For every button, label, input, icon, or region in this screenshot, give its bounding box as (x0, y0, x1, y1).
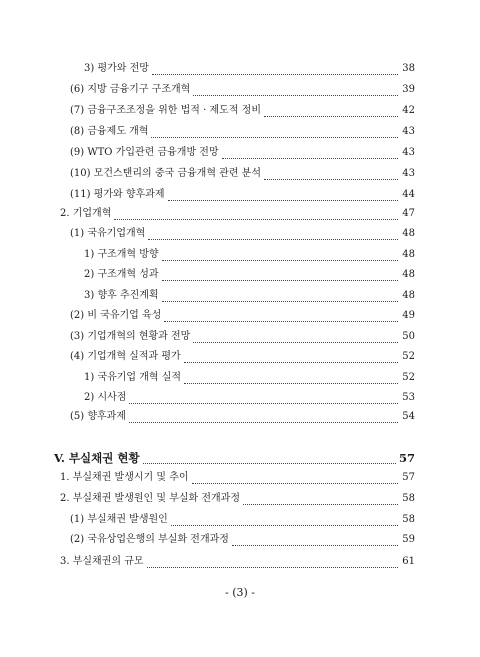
toc-entry-page: 48 (402, 269, 415, 280)
toc-entry-page: 48 (402, 249, 415, 260)
toc-entry (60, 490, 415, 508)
toc-entry-page: 48 (402, 228, 415, 239)
toc-entry-page: 38 (402, 63, 415, 74)
toc-entry-title: (3) 기업개혁의 현황과 전망 (70, 331, 191, 342)
toc-entry (70, 81, 415, 99)
toc-entry (70, 328, 415, 346)
toc-entry-title: V. 부실채권 현황 (54, 451, 140, 465)
toc-entry-title: (10) 모건스탠리의 중국 금융개혁 관련 분석 (70, 168, 261, 179)
dot-leader (171, 525, 398, 526)
toc-entry-title: 2. 기업개혁 (60, 208, 112, 219)
toc-entry-page: 42 (402, 105, 415, 116)
dot-leader (232, 545, 398, 546)
toc-entry-title: (11) 평가와 향후과제 (70, 189, 165, 200)
toc-entry-page: 39 (402, 84, 415, 95)
toc-entry (70, 144, 415, 162)
toc-entry-page: 52 (402, 351, 415, 362)
dot-leader (193, 342, 398, 343)
dot-leader (151, 137, 398, 138)
toc-entry-page: 50 (402, 331, 415, 342)
toc-entry-page: 43 (402, 126, 415, 137)
toc-entry-page: 59 (402, 534, 415, 545)
toc-entry-page: 48 (402, 290, 415, 301)
dot-leader (162, 280, 398, 281)
toc-entry (70, 165, 415, 183)
dot-leader (184, 362, 398, 363)
toc-entry-page: 49 (402, 310, 415, 321)
page-number: - (3) - (224, 586, 255, 599)
toc-entry-title: (4) 기업개혁 실적과 평가 (70, 351, 181, 362)
toc-entry-title: (8) 금융제도 개혁 (70, 126, 149, 137)
toc-entry (70, 186, 415, 204)
toc-entry (60, 469, 415, 487)
toc-entry (60, 205, 415, 223)
toc-entry-title: (9) WTO 가입관련 금융개방 전망 (70, 147, 219, 158)
dot-leader (148, 239, 398, 240)
dot-leader (192, 483, 398, 484)
toc-entry (84, 287, 415, 305)
toc-entry-title: (6) 지방 금융기구 구조개혁 (70, 84, 191, 95)
dot-leader (162, 260, 398, 261)
toc-entry-title: (1) 부실채권 발생원인 (70, 514, 168, 525)
toc-entry-title: (7) 금융구조조정을 위한 법적 · 제도적 정비 (70, 105, 261, 116)
toc-entry-page: 61 (402, 556, 415, 567)
dot-leader (147, 567, 398, 568)
toc-entry (60, 553, 415, 571)
toc-entry-page: 43 (402, 168, 415, 179)
toc-entry-title: (2) 비 국유기업 육성 (70, 310, 162, 321)
toc-entry (70, 307, 415, 325)
toc-entry-page: 44 (402, 189, 415, 200)
toc-entry (70, 348, 415, 366)
dot-leader (152, 74, 398, 75)
toc-entry (84, 246, 415, 264)
toc-entry-title: (5) 향후과제 (70, 411, 126, 422)
toc-entry (70, 123, 415, 141)
toc-entry-page: 57 (398, 451, 415, 465)
toc-entry (84, 266, 415, 284)
toc-entry (84, 60, 415, 78)
dot-leader (193, 95, 398, 96)
toc-entry-page: 43 (402, 147, 415, 158)
toc-entry-title: 2) 시사점 (84, 392, 127, 403)
dot-leader (164, 321, 398, 322)
toc-entry-title: 2. 부실채권 발생원인 및 부실화 전개과정 (60, 493, 240, 504)
toc-entry-title: 3) 평가와 전망 (84, 63, 149, 74)
toc-entry-title: (2) 국유상업은행의 부실화 전개과정 (70, 534, 229, 545)
toc-entry-title: 2) 구조개혁 성과 (84, 269, 159, 280)
toc-entry (70, 102, 415, 120)
toc-entry-title: 1. 부실채권 발생시기 및 추이 (60, 472, 189, 483)
dot-leader (184, 383, 398, 384)
toc-entry-page: 47 (402, 208, 415, 219)
toc-entry-page: 52 (402, 372, 415, 383)
dot-leader (222, 158, 398, 159)
dot-leader (264, 179, 398, 180)
toc-entry (70, 511, 415, 529)
toc-entry (54, 449, 415, 467)
toc-entry-title: 1) 국유기업 개혁 실적 (84, 372, 182, 383)
dot-leader (243, 504, 398, 505)
dot-leader (129, 403, 398, 404)
dot-leader (264, 116, 398, 117)
toc-entry-title: 3) 향후 추진계획 (84, 290, 159, 301)
toc-entry-page: 53 (402, 392, 415, 403)
toc-entry (70, 408, 415, 426)
dot-leader (114, 219, 398, 220)
toc-entry-title: (1) 국유기업개혁 (70, 228, 146, 239)
toc-entry (70, 531, 415, 549)
toc-entry-page: 57 (402, 472, 415, 483)
toc-entry-title: 3. 부실채권의 규모 (60, 556, 144, 567)
dot-leader (143, 463, 396, 464)
toc-entry (70, 225, 415, 243)
toc-entry-title: 1) 구조개혁 방향 (84, 249, 159, 260)
toc-entry-page: 58 (402, 514, 415, 525)
dot-leader (168, 200, 398, 201)
toc-entry-page: 54 (402, 411, 415, 422)
toc-entry-page: 58 (402, 493, 415, 504)
toc-entry (84, 369, 415, 387)
toc-entry (84, 389, 415, 407)
dot-leader (129, 422, 398, 423)
dot-leader (162, 301, 398, 302)
